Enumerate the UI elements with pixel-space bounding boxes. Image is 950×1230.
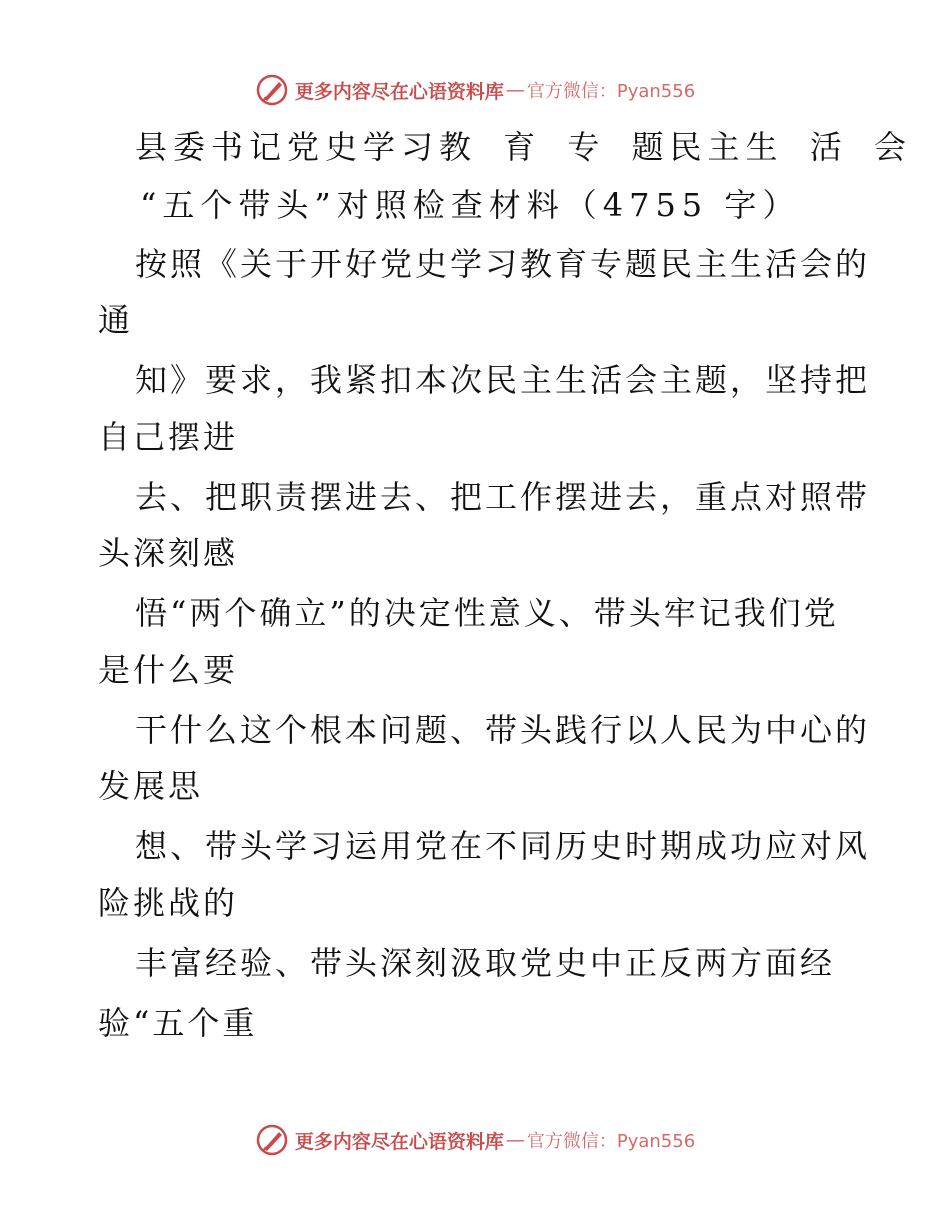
footer-watermark — [0, 1120, 950, 1160]
body-line: 发展思 — [98, 767, 204, 805]
body-line: 是什么要 — [98, 651, 239, 689]
watermark-sub-text: 官方微信：Pyan556 — [526, 81, 696, 102]
watermark-sub-text: 官方微信：Pyan556 — [526, 1131, 696, 1152]
body-line: 知》要求，我紧扣本次民主生活会主题，坚持把 — [135, 361, 871, 399]
pen-logo-icon — [255, 1123, 289, 1157]
body-line: 按照《关于开好党史学习教育专题民主生活会的 — [135, 245, 871, 283]
body-line: 验“五个重 — [98, 1004, 258, 1042]
body-line: 丰富经验、带头深刻汲取党史中正反两方面经 — [135, 944, 836, 982]
pen-logo-icon — [255, 73, 289, 107]
body-line: 悟“两个确立”的决定性意义、带头牢记我们党 — [135, 594, 839, 632]
body-line: 险挑战的 — [98, 884, 239, 922]
body-line: 想、带头学习运用党在不同历史时期成功应对风 — [135, 827, 871, 865]
body-line: 通 — [98, 301, 134, 339]
body-line: 去、把职责摆进去、把工作摆进去，重点对照带 — [135, 478, 871, 516]
body-line: 头深刻感 — [98, 534, 239, 572]
watermark-main-text: 更多内容尽在心语资料库 — [294, 80, 504, 103]
header-watermark — [0, 70, 950, 110]
document-title-line2: “五个带头”对照检查材料（4755 字） — [140, 186, 801, 224]
body-line: 干什么这个根本问题、带头践行以人民为中心的 — [135, 711, 871, 749]
body-line: 自己摆进 — [98, 418, 239, 456]
document-title-line1: 县委书记党史学习教 育 专 题民主生 活 会 — [135, 128, 912, 166]
watermark-dash: — — [505, 79, 525, 101]
watermark-dash: — — [505, 1129, 525, 1151]
watermark-main-text: 更多内容尽在心语资料库 — [294, 1130, 504, 1153]
